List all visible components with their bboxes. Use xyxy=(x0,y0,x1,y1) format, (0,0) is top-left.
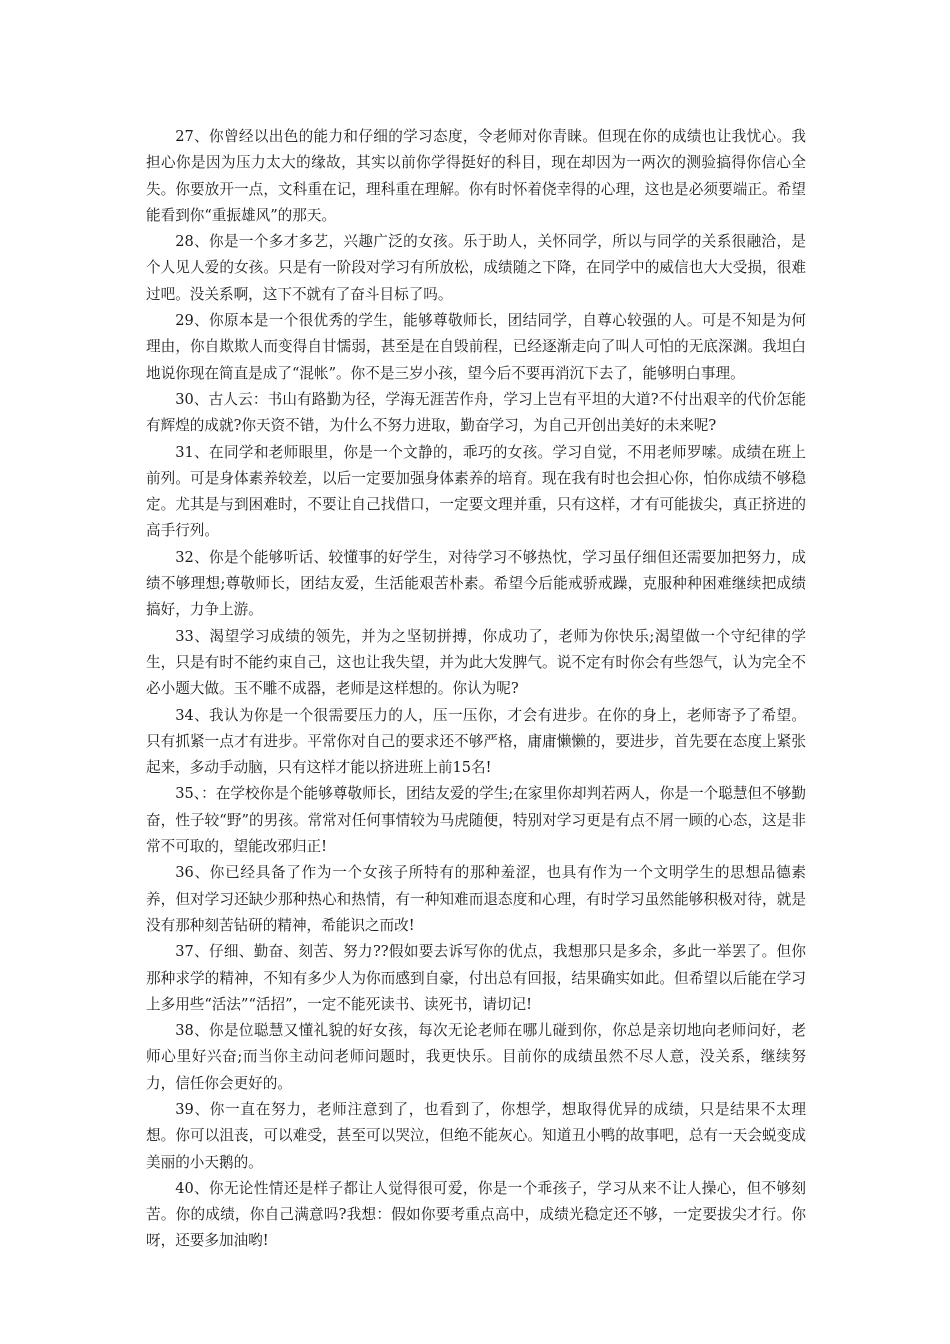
paragraph-35: 35、：在学校你是个能够尊敬师长，团结友爱的学生;在家里你却判若两人，你是一个聪慧但不够勤奋，性子较“野”的男孩。常常对任何事情较为马虎随便，特别对学习更是有点不屑一顾的心态，这是非常不可取的，望能改邪归正! xyxy=(146,785,806,856)
paragraph-28: 28、你是一个多才多艺，兴趣广泛的女孩。乐于助人，关怀同学，所以与同学的关系很融洽，是个人见人爱的女孩。只是有一阶段对学习有所放松，成绩随之下降，在同学中的威信也大大受损，很难过吧。没关系啊，这下不就有了奋斗目标了吗。 xyxy=(146,233,806,303)
paragraph-27: 27、你曾经以出色的能力和仔细的学习态度，令老师对你青睐。但现在你的成绩也让我忧心。我担心你是因为压力太大的缘故，其实以前你学得挺好的科目，现在却因为一两次的测验搞得你信心全失。你要放开一点，文科重在记，理科重在理解。你有时怀着侥幸得的心理，这也是必须要端正。希望能看到你“重振雄风”的那天。 xyxy=(146,128,806,224)
paragraph-39: 39、你一直在努力，老师注意到了，也看到了，你想学，想取得优异的成绩，只是结果不太理想。你可以沮丧，可以难受，甚至可以哭泣，但绝不能灰心。知道丑小鸭的故事吧，总有一天会蜕变成美丽的小天鹅的。 xyxy=(146,1100,806,1171)
paragraph-31: 31、在同学和老师眼里，你是一个文静的，乖巧的女孩。学习自觉，不用老师罗嗦。成绩在班上前列。可是身体素养较差，以后一定要加强身体素养的培育。现在我有时也会担心你，怕你成绩不够稳定。尤其是与到困难时，不要让自己找借口，一定要文理并重，只有这样，才有可能拔尖，真正挤进的高手行列。 xyxy=(146,443,806,540)
paragraph-34: 34、我认为你是一个很需要压力的人，压一压你，才会有进步。在你的身上，老师寄予了希望。只有抓紧一点才有进步。平常你对自己的要求还不够严格，庸庸懒懒的，要进步，首先要在态度上紧张起来，多动手动脑，只有这样才能以挤进班上前15名! xyxy=(146,706,806,777)
paragraph-40: 40、你无论性情还是样子都让人觉得很可爱，你是一个乖孩子，学习从来不让人操心，但不够刻苦。你的成绩，你自己满意吗?我想：假如你要考重点高中，成绩光稳定还不够，一定要拔尖才行。你呀，还要多加油哟! xyxy=(146,1179,806,1250)
paragraph-36: 36、你已经具备了作为一个女孩子所特有的那种羞涩，也具有作为一个文明学生的思想品德素养，但对学习还缺少那种热心和热情，有一种知难而退态度和心理，有时学习虽然能够积极对待，就是没有那种刻苦钻研的精神，希能识之而改! xyxy=(146,864,806,934)
paragraph-33: 33、渴望学习成绩的领先，并为之坚韧拼搏，你成功了，老师为你快乐;渴望做一个守纪律的学生，只是有时不能约束自己，这也让我失望，并为此大发脾气。说不定有时你会有些怨气，认为完全不必小题大做。玉不雕不成器，老师是这样想的。你认为呢? xyxy=(146,627,806,698)
document-page xyxy=(146,124,806,1255)
paragraph-30: 30、古人云：书山有路勤为径，学海无涯苦作舟，学习上岂有平坦的大道?不付出艰辛的代价怎能有辉煌的成就?你天资不错，为什么不努力进取，勤奋学习，为自己开创出美好的未来呢? xyxy=(146,390,806,435)
paragraph-32: 32、你是个能够听话、较懂事的好学生，对待学习不够热忱，学习虽仔细但还需要加把努力，成绩不够理想;尊敬师长，团结友爱，生活能艰苦朴素。希望今后能戒骄戒躁，克服种种困难继续把成绩搞好，力争上游。 xyxy=(146,548,806,619)
paragraph-37: 37、仔细、勤奋、刻苦、努力??假如要去诉写你的优点，我想那只是多余，多此一举罢了。但你那种求学的精神，不知有多少人为你而感到自豪，付出总有回报，结果确实如此。但希望以后能在学习上多用些“活法”“活招”，一定不能死读书、读死书，请切记! xyxy=(146,943,806,1013)
paragraph-38: 38、你是位聪慧又懂礼貌的好女孩，每次无论老师在哪儿碰到你，你总是亲切地向老师问好，老师心里好兴奋;而当你主动问老师问题时，我更快乐。目前你的成绩虽然不尽人意，没关系，继续努力，信任你会更好的。 xyxy=(146,1022,806,1092)
paragraph-29: 29、你原本是一个很优秀的学生，能够尊敬师长，团结同学，自尊心较强的人。可是不知是为何理由，你自欺欺人而变得自甘懦弱，甚至是在自毁前程，已经逐渐走向了叫人可怕的无底深渊。我坦白地说你现在简直是成了“混帐”。你不是三岁小孩，望今后不要再消沉下去了，能够明白事理。 xyxy=(146,312,806,382)
